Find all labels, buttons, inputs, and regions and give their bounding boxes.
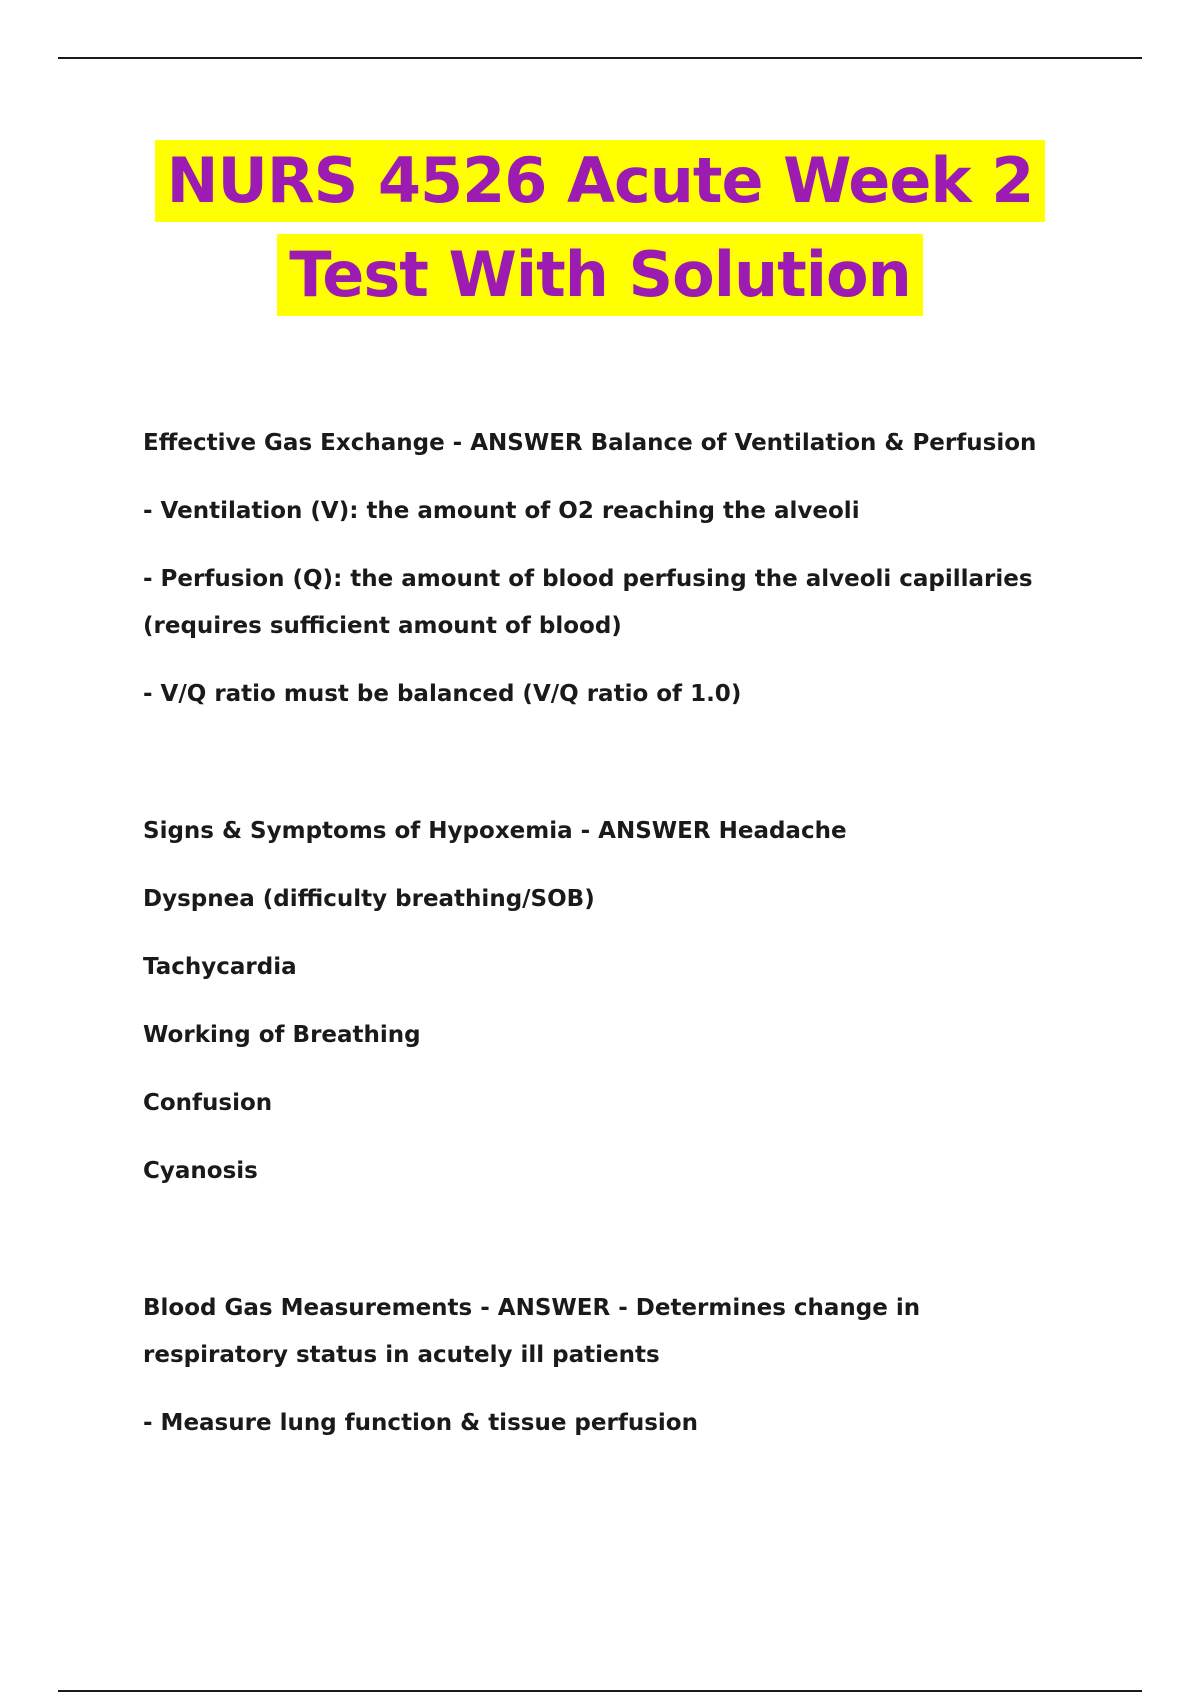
answer-item: Dyspnea (difficulty breathing/SOB) [143, 886, 595, 912]
header-rule [58, 57, 1142, 59]
answer-bullet: - Measure lung function & tissue perfusion [143, 1410, 698, 1436]
section-blood-gas [143, 1285, 1063, 1447]
answer-bullet: - V/Q ratio must be balanced (V/Q ratio of 1.0) [143, 681, 742, 707]
answer-item: Confusion [143, 1090, 273, 1116]
question-answer-line: Blood Gas Measurements - ANSWER - Determines change in respiratory status in acutely ill patients [143, 1295, 929, 1368]
section-gas-exchange [143, 420, 1063, 718]
answer-bullet: - Perfusion (Q): the amount of blood perfusing the alveoli capillaries (requires sufficient amount of blood) [143, 566, 1041, 639]
title-line-2: Test With Solution [277, 234, 923, 316]
document-title [0, 140, 1200, 316]
question-answer-line: Signs & Symptoms of Hypoxemia - ANSWER Headache [143, 818, 847, 844]
answer-item: Tachycardia [143, 954, 297, 980]
answer-item: Working of Breathing [143, 1022, 421, 1048]
answer-bullet: - Ventilation (V): the amount of O2 reaching the alveoli [143, 498, 860, 524]
answer-item: Cyanosis [143, 1158, 258, 1184]
title-line-1: NURS 4526 Acute Week 2 [155, 140, 1046, 222]
footer-rule [58, 1690, 1142, 1692]
document-body [143, 420, 1063, 1468]
question-answer-line: Effective Gas Exchange - ANSWER Balance of Ventilation & Perfusion [143, 430, 1037, 456]
section-hypoxemia [143, 808, 1063, 1195]
